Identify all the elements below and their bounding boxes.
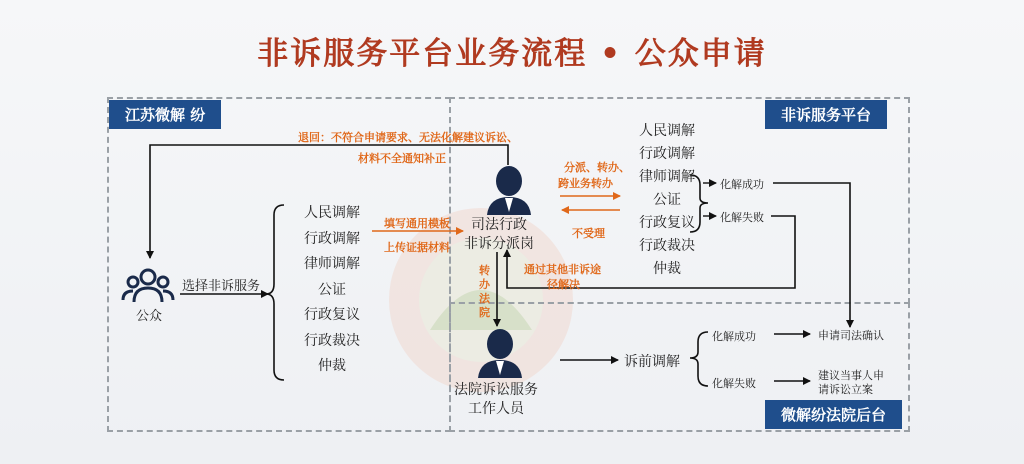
service-right-item: 仲裁 [653,261,681,277]
service-right-item: 行政裁决 [639,238,695,254]
transfer-court-char: 转 [479,264,490,277]
dispatcher-label-line2: 非诉分派岗 [464,236,534,252]
court-staff-person-icon [478,329,522,378]
zone-tag-court-backend: 微解纷法院后台 [765,400,902,429]
transfer-court-label [479,264,490,320]
public-group-icon [123,270,173,302]
service-right-item: 公证 [653,192,681,208]
service-left-item: 行政调解 [304,230,360,247]
service-left-item: 行政裁决 [304,332,360,349]
dispatcher-person-icon [487,166,531,215]
page-title: 非诉服务平台业务流程 • 公众申请 [257,36,767,72]
service-right-item: 人民调解 [639,123,695,139]
transfer-court-char: 院 [479,306,490,319]
pre-litigation-label: 诉前调解 [624,354,680,370]
services-right-list [627,120,707,281]
court-failed-label: 化解失败 [712,377,756,390]
resolved-label: 化解成功 [720,178,764,191]
transfer-court-char: 法 [479,292,490,305]
upload-evidence-label: 上传证据材料 [384,241,450,254]
public-label: 公众 [136,309,163,324]
zone-tag-jiangsu: 江苏微解 纷 [109,100,221,129]
zone-tag-platform: 非诉服务平台 [765,100,887,129]
court-staff-label-line1: 法院诉讼服务 [454,382,538,398]
court-resolved-label: 化解成功 [712,330,756,343]
service-left-item: 仲裁 [318,358,346,374]
other-path-line2: 径解决 [547,278,580,291]
services-left-list [290,201,374,380]
service-left-item: 行政复议 [304,307,360,323]
suggest-filing-line1: 建议当事人申 [818,369,884,382]
return-note-line1: 退回：不符合申请要求、无法化解建议诉讼、 [298,131,518,144]
dispatch-label-line1: 分派、转办、 [564,161,630,174]
court-staff-label-line2: 工作人员 [468,401,524,417]
service-right-item: 行政复议 [639,215,695,231]
not-accepted-label: 不受理 [572,227,605,240]
failed-label: 化解失败 [720,211,764,224]
judicial-confirm-label: 申请司法确认 [818,329,884,342]
transfer-court-char: 办 [479,278,490,291]
service-left-item: 人民调解 [304,205,360,221]
choose-service-label: 选择非诉服务 [182,279,261,294]
court-staff-label [454,381,538,419]
suggest-filing-line2: 请诉讼立案 [818,383,873,396]
dispatch-label-line2: 跨业务转办 [558,177,613,190]
service-left-item: 律师调解 [304,256,360,272]
dispatcher-label-line1: 司法行政 [471,217,527,233]
dispatcher-label [464,216,534,254]
service-right-item: 律师调解 [639,169,695,185]
fill-template-label: 填写通用模板 [384,217,450,230]
service-left-item: 公证 [318,281,346,298]
other-path-line1: 通过其他非诉途 [524,263,601,276]
service-right-item: 行政调解 [639,146,695,162]
return-note-line2: 材料不全通知补正 [358,152,446,165]
